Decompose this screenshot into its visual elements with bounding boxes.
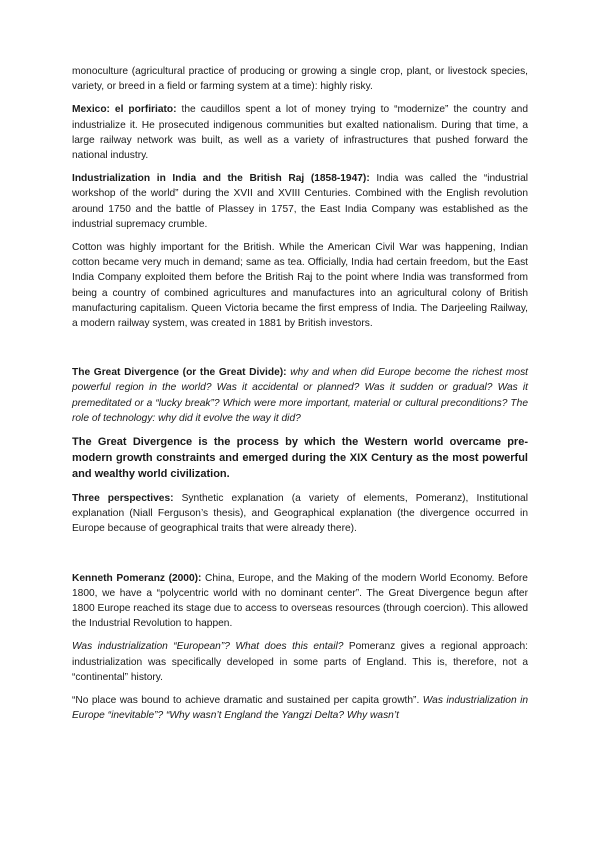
paragraph-text: the caudillos spent a lot of money trying to “modernize” the country and industrialize it. He prosecuted indigenous communities but exalted nationalism. During that time, a large railway network was built, as well as a variety of infrastructures that pushed forward the national industry. <box>72 104 529 162</box>
paragraph-great-divergence <box>72 365 528 426</box>
paragraph-text: monoculture (agricultural practice of producing or growing a single crop, plant, or livestock species, variety, or breed in a field or farming system at a time): highly risky. <box>72 66 528 93</box>
paragraph-text: China, Europe, and the Making of the modern World Economy. Before 1800, we have a “polycentric world with no dominant center”. The Great Divergence begun after 1800 Europe reached its stage due to access to overseas resources (through coercion). This allowed the Industrial Revolution to happen. <box>72 572 528 630</box>
paragraph-heading: Kenneth Pomeranz (2000): <box>72 572 202 584</box>
paragraph-text: why and when did Europe become the richest most powerful region in the world? Was it accidental or planned? Was it sudden or gradual? Was it premeditated or a “lucky break”? Which were more important, material or cultural preconditions? The role of technology: why did it evolve the way it did? <box>72 367 528 424</box>
section-spacer <box>72 545 528 571</box>
paragraph-european <box>72 639 528 685</box>
section-spacer <box>72 339 528 365</box>
paragraph-heading: The Great Divergence (or the Great Divide): <box>72 367 287 379</box>
paragraph-pomeranz <box>72 571 528 632</box>
paragraph-heading: Industrialization in India and the British Raj (1858-1947): <box>72 173 370 185</box>
paragraph-question: Was industrialization in Europe “inevitable”? “Why wasn’t England the Yangzi Delta? Why wasn’t <box>72 695 529 722</box>
paragraph-no-place <box>72 693 528 723</box>
paragraph-india <box>72 171 528 232</box>
paragraph-mexico <box>72 102 528 163</box>
paragraph-text: The Great Divergence is the process by which the Western world overcame pre-modern growth constraints and emerged during the XIX Century as the most powerful and wealthy world civilization. <box>72 436 528 481</box>
paragraph-cotton <box>72 240 528 331</box>
paragraph-heading: Three perspectives: <box>72 493 174 505</box>
paragraph-text: India was called the “industrial workshop of the world” during the XVII and XVIII Centuries. Combined with the English revolution around 1750 and the battle of Plassey in 1757, the East India Company was established as the industrial supremacy crumble. <box>72 173 528 230</box>
paragraph-question: Was industrialization “European”? What does this entail? <box>72 641 344 653</box>
paragraph-text: Pomeranz gives a regional approach: industrialization was specifically developed in some parts of England. This is, therefore, not a “continental” history. <box>72 641 528 683</box>
paragraph-text: Synthetic explanation (a variety of elements, Pomeranz), Institutional explanation (Niall Ferguson’s thesis), and Geographical explanation (the divergence occurred in Europe because of geographical traits that were already there). <box>72 493 528 535</box>
paragraph-text: Cotton was highly important for the British. While the American Civil War was happening, Indian cotton became very much in demand; same as tea. Officially, India had certain freedom, but the East India Company exploited them before the British Raj to the point where India was transformed from being a country of combined agricultures and manufactures into an agricultural colony of British manufacturing capitalism. Queen Victoria became the first empress of India. The Darjeeling Railway, a modern railway system, was created in 1881 by British investors. <box>72 242 528 330</box>
paragraph-perspectives <box>72 491 528 537</box>
paragraph-text: “No place was bound to achieve dramatic and sustained per capita growth”. <box>72 695 423 707</box>
paragraph-heading: Mexico: el porfiriato: <box>72 104 177 116</box>
paragraph-monoculture <box>72 64 528 94</box>
paragraph-thesis <box>72 434 528 482</box>
